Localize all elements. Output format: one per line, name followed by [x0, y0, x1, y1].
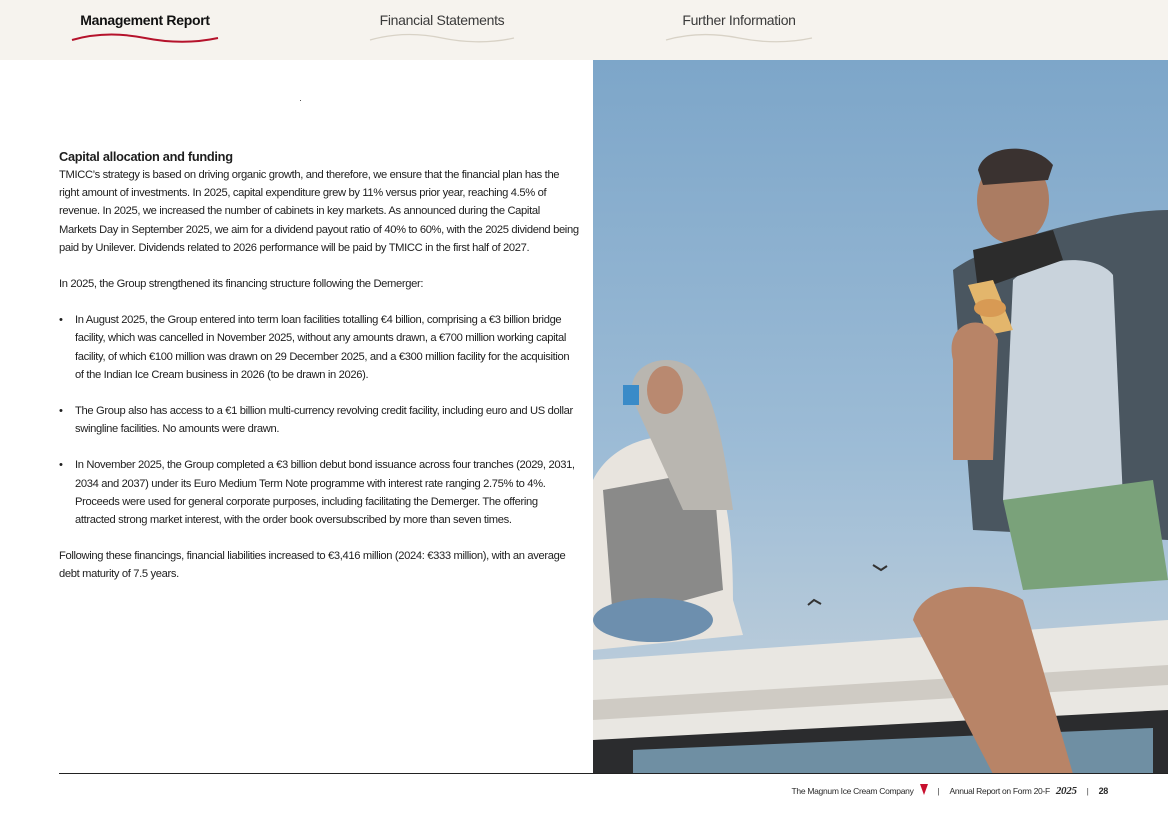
- tab-wave: [368, 32, 516, 46]
- footer-rule: [59, 773, 1168, 774]
- section-heading: Capital allocation and funding: [59, 149, 233, 164]
- paragraph-liabilities: Following these financings, financial liabilities increased to €3,416 million (2024: €333 million), with an average debt maturity of 7.5 years.: [59, 550, 566, 581]
- paragraph-strategy: TMICC’s strategy is based on driving organic growth, and therefore, we ensure that the financial plan has the right amount of investments. In 2025, capital expenditure grew by 11% versus prior year, reaching 4.5% of revenue. In 2025, we increased the number of cabinets in key markets. As announced during the Capital Markets Day in September 2025, we aim for a dividend payout ratio of 40% to 60%, with the 2025 dividend being paid by Unilever. Dividends related to 2026 performance will be paid by TMICC in the first half of 2027.: [59, 169, 579, 254]
- bullet-text: The Group also has access to a €1 billion multi-currency revolving credit facility, including euro and US dollar swingline facilities. No amounts were drawn.: [75, 405, 573, 436]
- bullet-text: In August 2025, the Group entered into term loan facilities totalling €4 billion, comprising a €3 billion bridge facility, which was cancelled in November 2025, without any amounts drawn, a €700 million working capital facility, of which €100 million was drawn on 29 December 2025, and a €300 million facility for the acquisition of the Indian Ice Cream business in 2026 (to be drawn in 2026).: [75, 314, 570, 381]
- footer-separator: |: [937, 785, 940, 796]
- bullet-mark: •: [59, 405, 63, 418]
- top-navigation: [0, 0, 1168, 60]
- report-title: Annual Report on Form 20-F: [949, 785, 1050, 796]
- footer-separator: |: [1086, 785, 1089, 796]
- tab-label: Financial Statements: [379, 12, 505, 28]
- tab-management-report[interactable]: [70, 12, 220, 28]
- report-year: 2025: [1055, 784, 1077, 797]
- tab-financial-statements[interactable]: [368, 12, 516, 28]
- bullet-mark: •: [59, 459, 63, 472]
- tab-further-information[interactable]: [664, 12, 814, 28]
- tab-label: Management Report: [80, 12, 210, 28]
- tab-wave: [664, 32, 814, 46]
- capital-allocation-section: [59, 148, 579, 584]
- page-number: 28: [1098, 785, 1108, 796]
- active-tab-wave: [70, 32, 220, 46]
- bullet-mark: •: [59, 314, 63, 327]
- bullet-item: [59, 311, 579, 384]
- paragraph-financing-intro: In 2025, the Group strengthened its financing structure following the Demerger:: [59, 278, 424, 291]
- hero-photo: [593, 60, 1168, 774]
- company-name: The Magnum Ice Cream Company: [791, 785, 914, 796]
- page-footer: [792, 784, 1108, 797]
- bullet-item: [59, 456, 579, 529]
- photo-illustration: [593, 60, 1168, 774]
- brand-heart-icon: [920, 784, 928, 797]
- bullet-item: [59, 402, 579, 438]
- tab-label: Further Information: [682, 12, 796, 28]
- bullet-text: In November 2025, the Group completed a €3 billion debut bond issuance across four tranches (2029, 2031, 2034 and 2037) under its Euro Medium Term Note programme with interest rate ranging 2.75% to 4%. Proceeds were used for general corporate purposes, including facilitating the Demerger. The offering attracted strong market interest, with the order book oversubscribed by more than seven times.: [75, 459, 575, 527]
- stray-dot: [300, 100, 301, 101]
